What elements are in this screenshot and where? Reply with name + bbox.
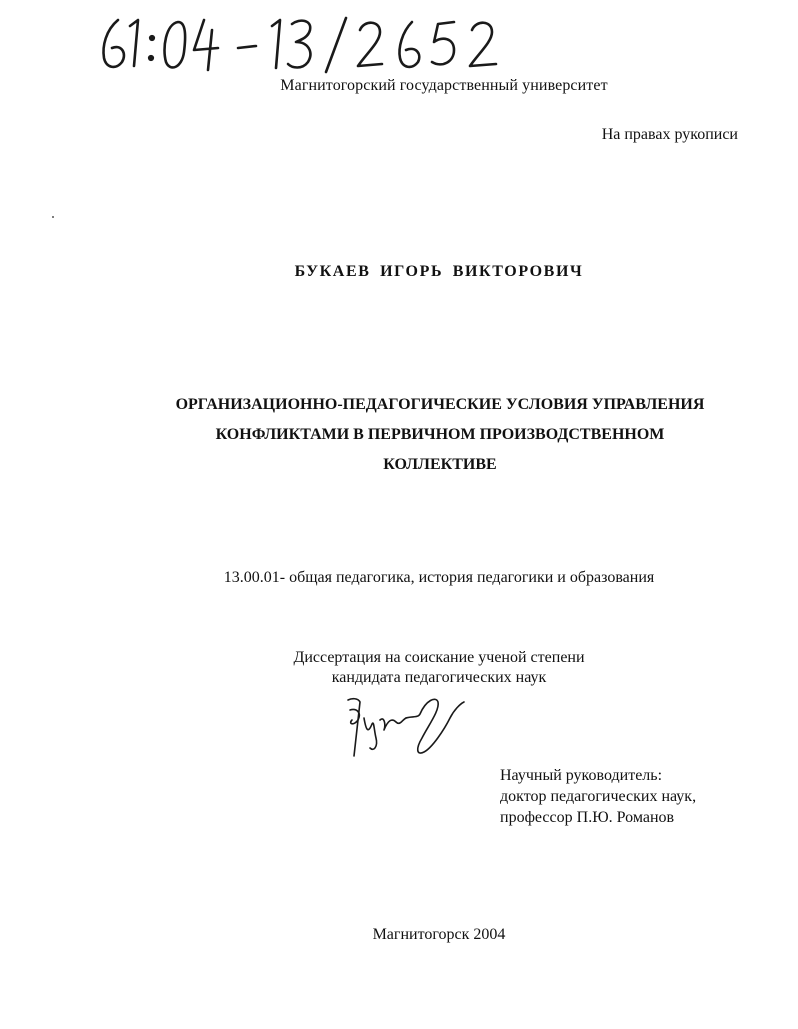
dissertation-title	[140, 390, 740, 480]
author-name: БУКАЕВ ИГОРЬ ВИКТОРОВИЧ	[294, 263, 584, 280]
title-line: КОЛЛЕКТИВЕ	[383, 456, 497, 473]
title-line: ОРГАНИЗАЦИОННО-ПЕДАГОГИЧЕСКИЕ УСЛОВИЯ УПРАВЛЕНИЯ	[175, 396, 705, 413]
manuscript-rights-note: На правах рукописи	[601, 126, 738, 143]
supervisor-degree: доктор педагогических наук,	[500, 788, 697, 805]
handwritten-signature	[340, 690, 470, 760]
scientific-supervisor	[500, 765, 696, 828]
scan-speck	[52, 216, 54, 218]
handwritten-code	[96, 8, 516, 80]
title-line: КОНФЛИКТАМИ В ПЕРВИЧНОМ ПРОИЗВОДСТВЕННОМ	[215, 426, 665, 443]
university-name: Магнитогорский государственный университет	[280, 77, 608, 94]
degree-statement	[0, 648, 798, 688]
city-and-year: Магнитогорск 2004	[372, 926, 506, 943]
degree-line: Диссертация на соискание ученой степени	[293, 649, 585, 666]
degree-line: кандидата педагогических наук	[331, 669, 547, 686]
signature-drawing	[340, 690, 470, 760]
specialty-code: 13.00.01- общая педагогика, история педагогики и образования	[223, 569, 655, 586]
handwritten-code-drawing	[96, 8, 516, 80]
supervisor-label: Научный руководитель:	[500, 767, 663, 784]
supervisor-name: профессор П.Ю. Романов	[500, 809, 675, 826]
